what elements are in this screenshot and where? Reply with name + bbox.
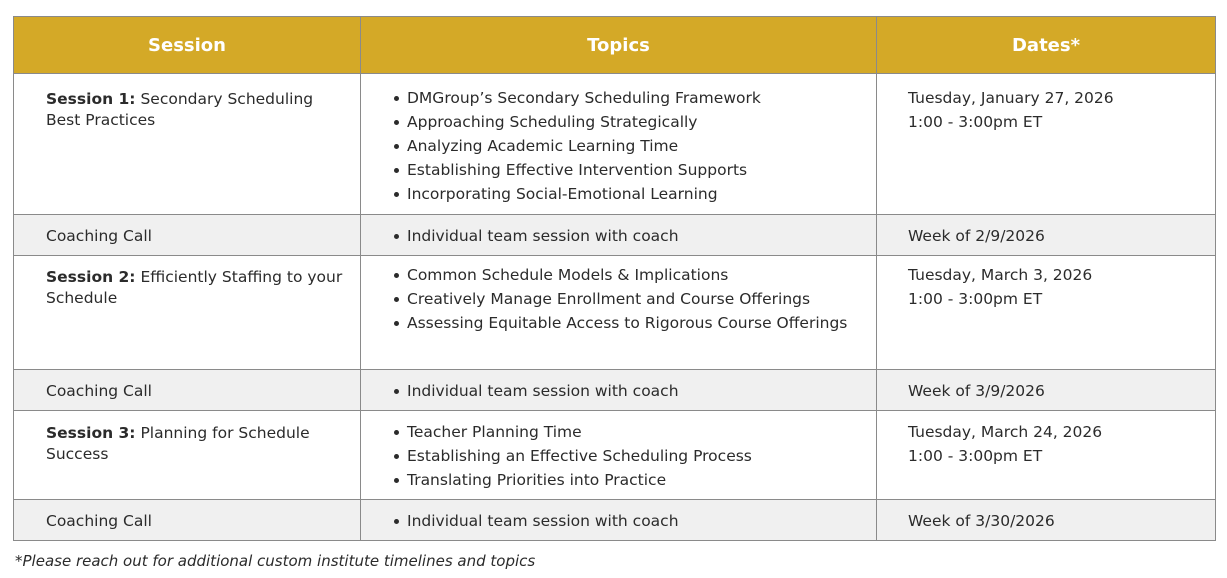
topics-cell xyxy=(361,370,877,411)
list-item: Incorporating Social-Emotional Learning xyxy=(393,182,868,206)
list-item: Common Schedule Models & Implications xyxy=(393,263,868,287)
session-cell xyxy=(14,74,361,215)
topics-list xyxy=(393,224,868,248)
table-row xyxy=(14,370,1216,411)
topics-list xyxy=(393,420,868,492)
coaching-call-label: Coaching Call xyxy=(46,382,152,400)
dates-cell xyxy=(877,74,1216,215)
session-label: Session 3: xyxy=(46,424,136,442)
header-dates: Dates* xyxy=(877,17,1216,74)
list-item: Creatively Manage Enrollment and Course Offerings xyxy=(393,287,868,311)
list-item: Individual team session with coach xyxy=(393,509,868,533)
list-item: Establishing Effective Intervention Supports xyxy=(393,158,868,182)
session-cell xyxy=(14,215,361,256)
list-item: Approaching Scheduling Strategically xyxy=(393,110,868,134)
header-row xyxy=(14,17,1216,74)
topics-list xyxy=(393,509,868,533)
topics-list xyxy=(393,379,868,403)
topics-cell xyxy=(361,256,877,370)
list-item: DMGroup’s Secondary Scheduling Framework xyxy=(393,86,868,110)
session-date: Tuesday, January 27, 2026 xyxy=(908,89,1114,107)
footnote: *Please reach out for additional custom institute timelines and topics xyxy=(15,552,536,570)
coaching-call-label: Coaching Call xyxy=(46,512,152,530)
coaching-date: Week of 3/30/2026 xyxy=(908,512,1055,530)
list-item: Establishing an Effective Scheduling Process xyxy=(393,444,868,468)
table-header xyxy=(14,17,1216,74)
dates-cell xyxy=(877,500,1216,541)
session-title: Planning for Schedule Success xyxy=(46,424,310,463)
table-row xyxy=(14,256,1216,370)
dates-cell xyxy=(877,411,1216,500)
session-date: Tuesday, March 24, 2026 xyxy=(908,423,1103,441)
topics-list xyxy=(393,86,868,206)
topics-list xyxy=(393,263,868,335)
list-item: Individual team session with coach xyxy=(393,379,868,403)
list-item: Individual team session with coach xyxy=(393,224,868,248)
topics-cell xyxy=(361,500,877,541)
topics-cell xyxy=(361,411,877,500)
session-title: Efficiently Staffing to your Schedule xyxy=(46,268,343,307)
session-cell xyxy=(14,500,361,541)
table-row xyxy=(14,411,1216,500)
table-row xyxy=(14,215,1216,256)
dates-cell xyxy=(877,215,1216,256)
session-cell xyxy=(14,370,361,411)
table-row xyxy=(14,74,1216,215)
schedule-table xyxy=(13,16,1216,541)
topics-cell xyxy=(361,74,877,215)
session-title: Secondary Scheduling Best Practices xyxy=(46,90,314,129)
session-date: Tuesday, March 3, 2026 xyxy=(908,266,1093,284)
list-item: Assessing Equitable Access to Rigorous Course Offerings xyxy=(393,311,868,335)
session-time: 1:00 - 3:00pm ET xyxy=(908,113,1043,131)
session-time: 1:00 - 3:00pm ET xyxy=(908,447,1043,465)
dates-cell xyxy=(877,256,1216,370)
table-body xyxy=(14,74,1216,541)
list-item: Analyzing Academic Learning Time xyxy=(393,134,868,158)
list-item: Teacher Planning Time xyxy=(393,420,868,444)
dates-cell xyxy=(877,370,1216,411)
header-session: Session xyxy=(14,17,361,74)
table-row xyxy=(14,500,1216,541)
coaching-date: Week of 3/9/2026 xyxy=(908,382,1045,400)
session-cell xyxy=(14,256,361,370)
list-item: Translating Priorities into Practice xyxy=(393,468,868,492)
session-cell xyxy=(14,411,361,500)
header-topics: Topics xyxy=(361,17,877,74)
session-label: Session 2: xyxy=(46,268,136,286)
topics-cell xyxy=(361,215,877,256)
session-label: Session 1: xyxy=(46,90,136,108)
coaching-date: Week of 2/9/2026 xyxy=(908,227,1045,245)
session-time: 1:00 - 3:00pm ET xyxy=(908,290,1043,308)
coaching-call-label: Coaching Call xyxy=(46,227,152,245)
